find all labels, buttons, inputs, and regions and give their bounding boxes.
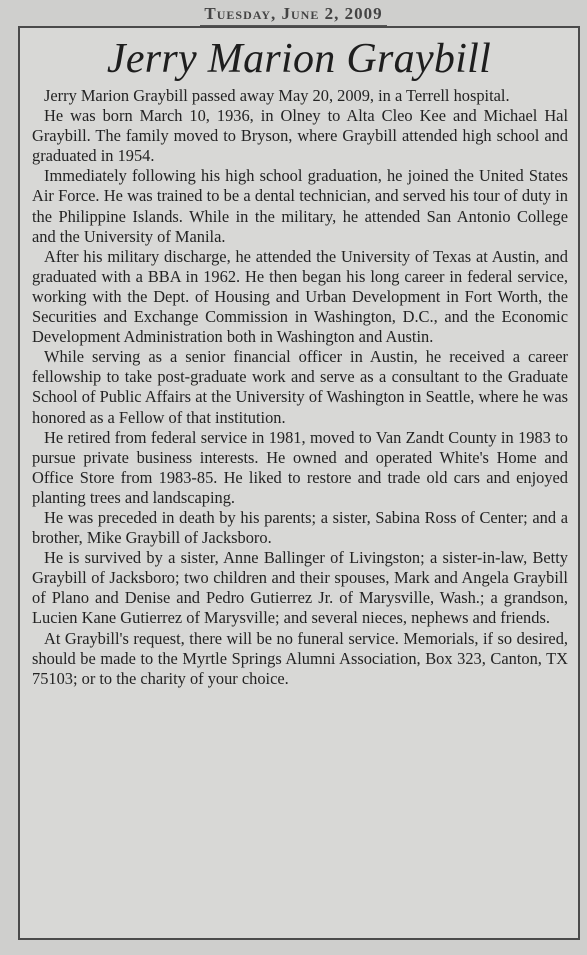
obituary-paragraph: While serving as a senior financial officer in Austin, he received a career fellowship to take post-graduate work and serve as a consultant to the Graduate School of Public Affairs at the University of Washington in Seattle, where he was honored as a Fellow of that institution.	[32, 347, 568, 427]
obituary-paragraph: He was preceded in death by his parents; a sister, Sabina Ross of Center; and a brother, Mike Graybill of Jacksboro.	[32, 507, 568, 548]
obituary-paragraph: He retired from federal service in 1981, moved to Van Zandt County in 1983 to pursue private business interests. He owned and operated White's Home and Office Store from 1983-85. He liked to restore and trade old cars and enjoyed planting trees and landscaping.	[32, 427, 568, 507]
obituary-paragraph: Immediately following his high school graduation, he joined the United States Air Force. He was trained to be a dental technician, and served his tour of duty in the Philippine Islands. While in the military, he attended San Antonio College and the University of Manila.	[32, 166, 568, 246]
dateline-text: Tuesday, June 2, 2009	[200, 4, 386, 27]
dateline	[0, 4, 587, 27]
obituary-paragraph: After his military discharge, he attended the University of Texas at Austin, and graduated with a BBA in 1962. He then began his long career in federal service, working with the Dept. of Housing and Urban Development in Fort Worth, the Securities and Exchange Commission in Washington, D.C., and the Economic Development Administration both in Washington and Austin.	[32, 246, 568, 347]
obituary-paragraph: At Graybill's request, there will be no funeral service. Memorials, if so desired, should be made to the Myrtle Springs Alumni Association, Box 323, Canton, TX 75103; or to the charity of your choice.	[32, 628, 568, 688]
obituary-paragraph: He was born March 10, 1936, in Olney to Alta Cleo Kee and Michael Hal Graybill. The family moved to Bryson, where Graybill attended high school and graduated in 1954.	[32, 106, 568, 166]
obituary-paragraph: Jerry Marion Graybill passed away May 20, 2009, in a Terrell hospital.	[44, 86, 510, 105]
obituary-paragraph: He is survived by a sister, Anne Ballinger of Livingston; a sister-in-law, Betty Graybill of Jacksboro; two children and their spouses, Mark and Angela Graybill of Plano and Denise and Pedro Gutierrez Jr. of Marysville, Wash.; a grandson, Lucien Kane Gutierrez of Marysville; and several nieces, nephews and friends.	[32, 548, 568, 628]
obituary-headline: Jerry Marion Graybill	[106, 36, 492, 82]
obituary-clipping	[18, 26, 580, 940]
obituary-body	[32, 86, 568, 689]
